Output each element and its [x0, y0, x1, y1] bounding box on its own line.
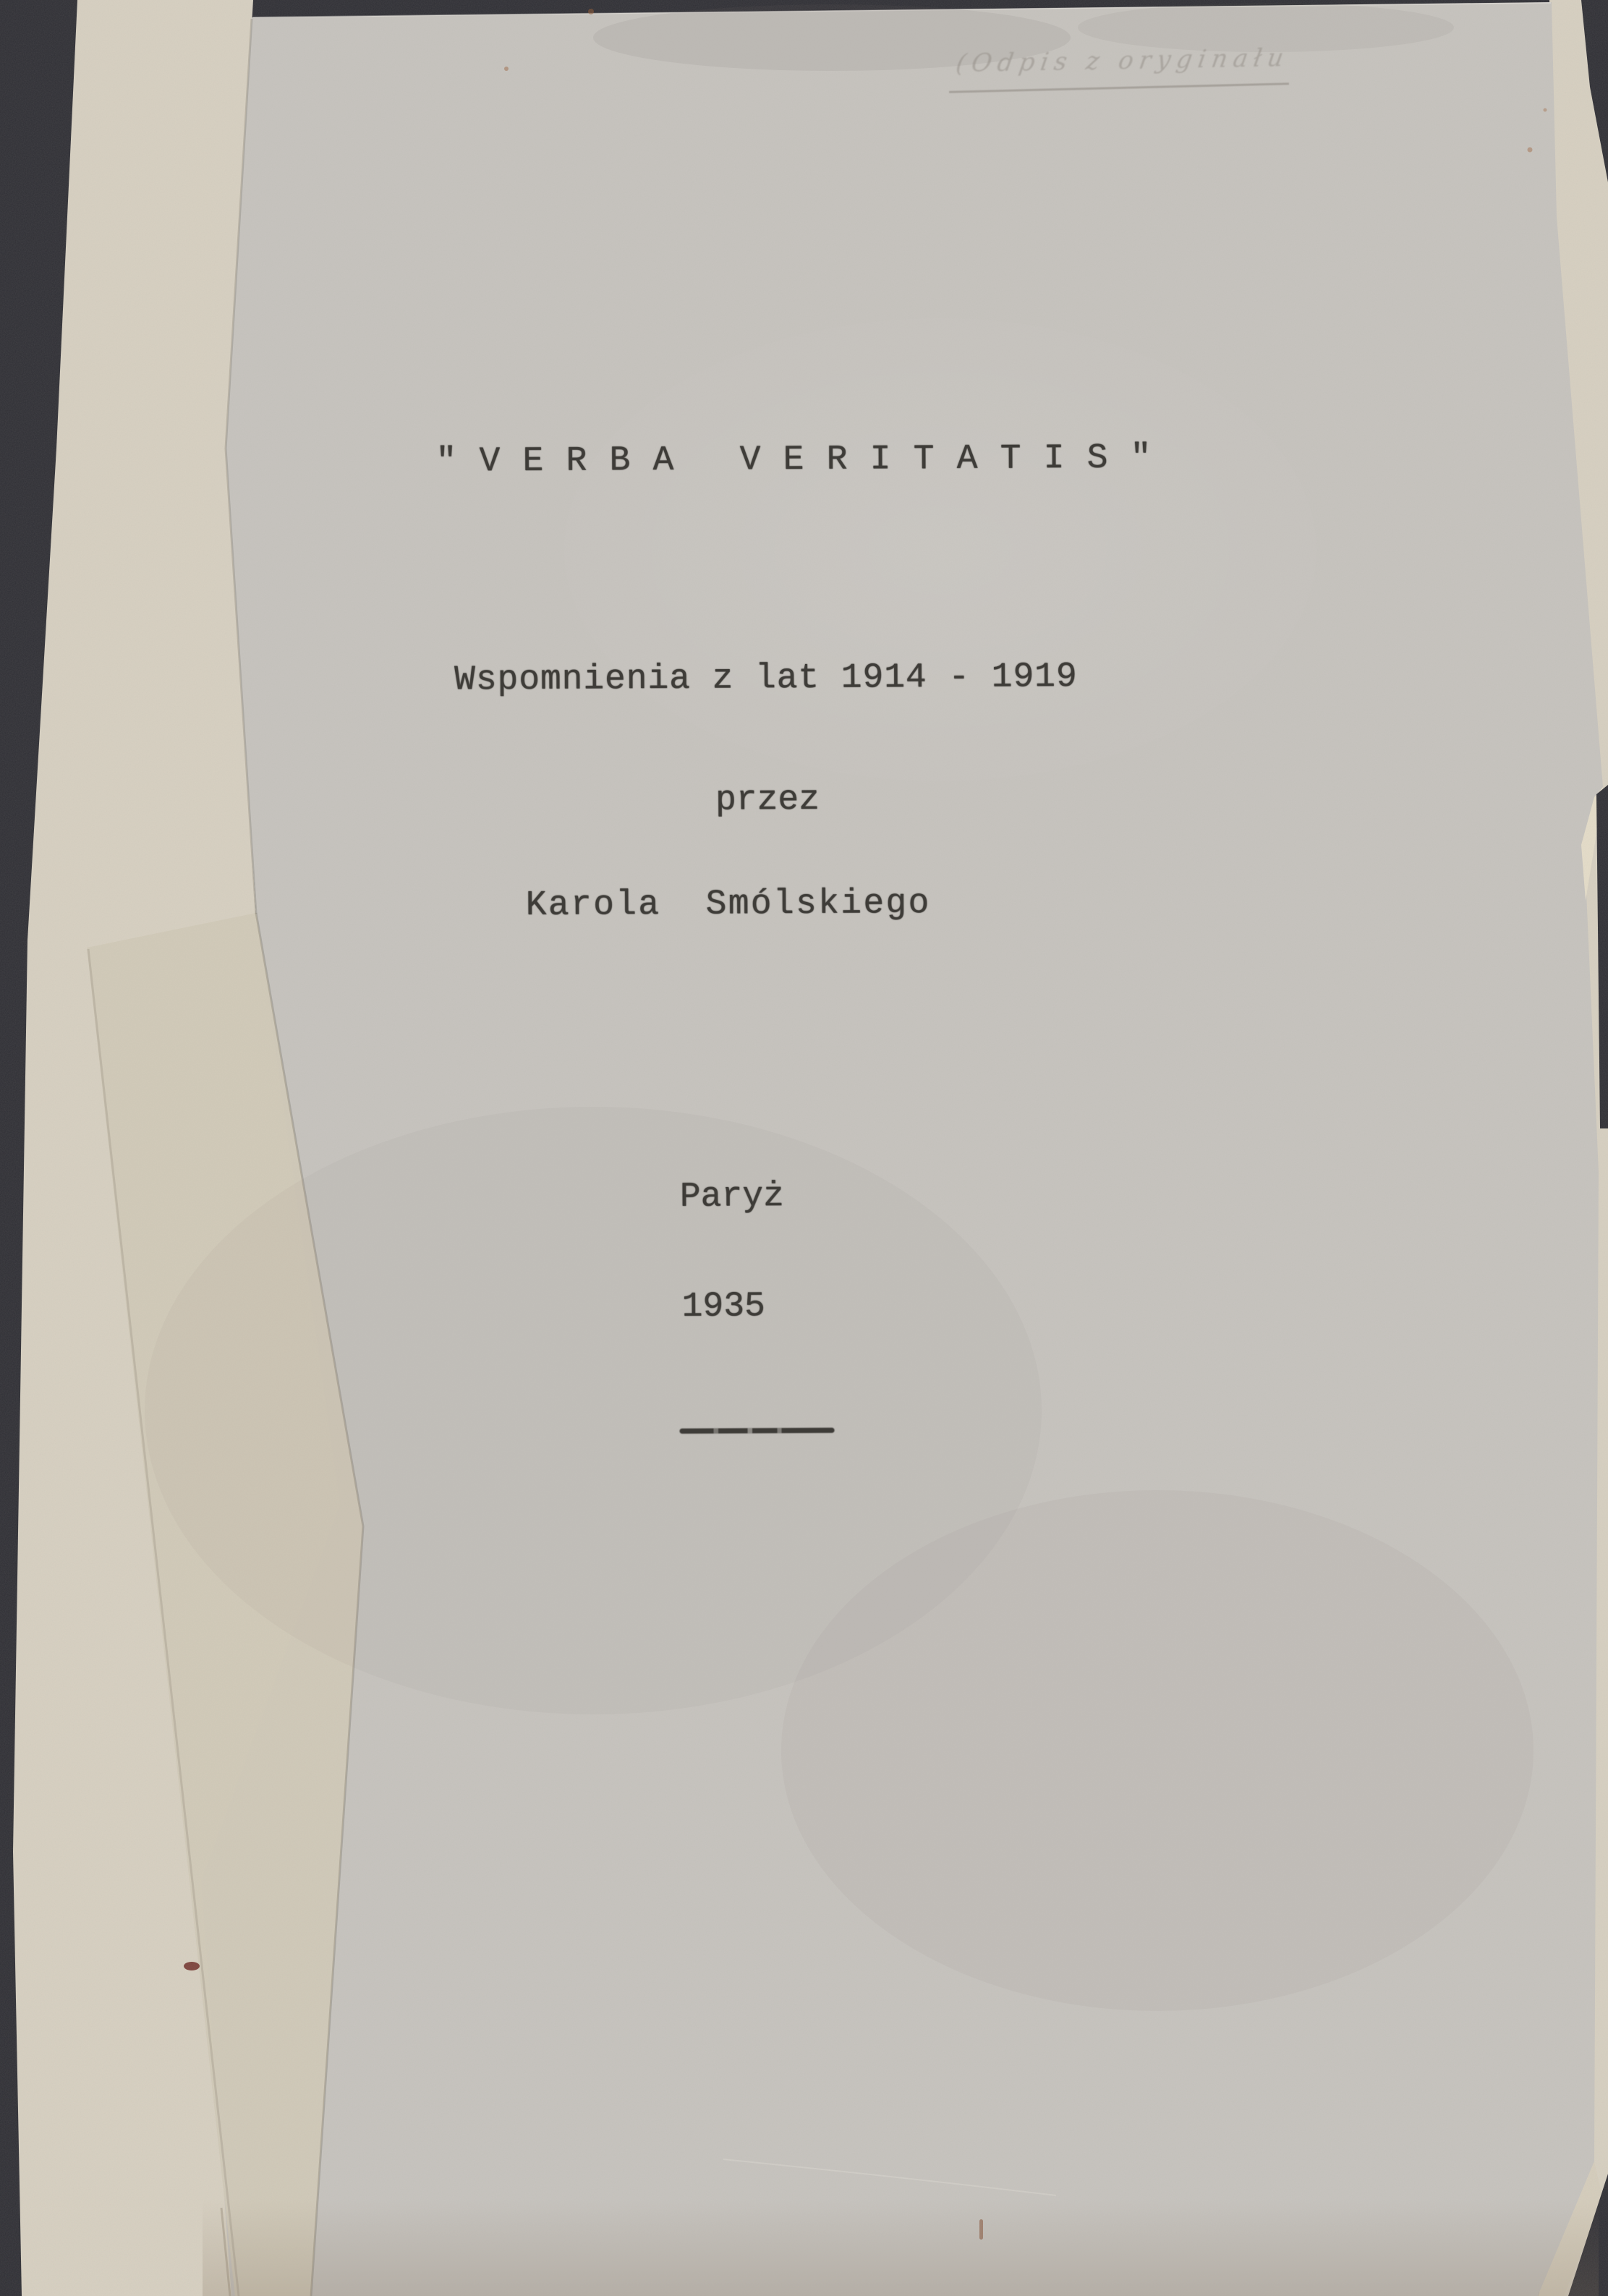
typed-divider-rule — [680, 1428, 835, 1434]
page-title: " V E R B A V E R I T A T I S " — [435, 438, 1152, 482]
page-subtitle: Wspomnienia z lat 1914 - 1919 — [454, 657, 1078, 700]
place-name: Paryż — [679, 1177, 785, 1217]
handwritten-pencil-note: (Odpis z oryginału — [953, 43, 1292, 79]
year: 1935 — [681, 1287, 766, 1327]
byline: przez — [715, 780, 820, 820]
author-name: Karola Smólskiego — [525, 884, 931, 925]
